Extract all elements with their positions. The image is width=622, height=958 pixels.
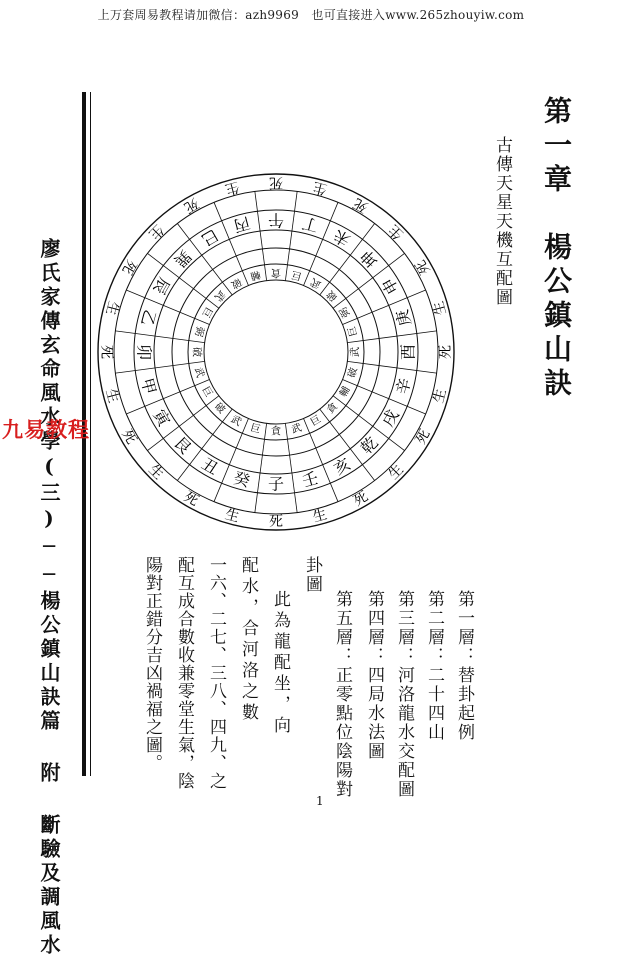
star-label: 貪 [271,426,281,438]
life-death-label: 生 [430,299,450,317]
sector-divider [115,361,204,373]
mountain-label: 申 [378,274,403,298]
sector-divider [347,331,436,343]
life-death-label: 死 [438,345,454,359]
star-label: 巨 [199,304,214,320]
star-label: 武 [228,414,244,429]
mountain-label: 酉 [398,343,418,361]
life-death-label: 死 [350,488,372,510]
star-label: 武 [290,422,303,436]
life-death-label: 生 [102,387,122,405]
star-label: 武 [212,288,227,303]
mountain-label: 壬 [299,468,321,491]
life-death-label: 死 [350,194,372,216]
side-title: 廖氏家傳玄命風水學(三)──楊公鎮山訣篇 附 斷驗及調風水 [37,238,61,958]
life-death-label: 死 [118,256,140,278]
star-label: 巨 [346,325,360,338]
mountain-label: 戌 [378,406,403,430]
mountain-label: 巽 [170,246,196,272]
life-death-label: 死 [412,256,434,278]
mountain-label: 庚 [392,307,415,329]
life-death-label: 死 [180,488,202,510]
layer-1: 第一層：替卦起例 [454,590,474,742]
mountain-label: 午 [267,210,285,230]
layer-4: 第四層：四局水法圖 [364,590,384,761]
star-label: 破 [190,347,202,357]
mountain-label: 寅 [149,406,174,430]
mountain-label: 艮 [170,432,196,458]
star-label: 巨 [308,414,324,429]
layer-5: 第五層：正零點位陰陽對 [332,590,352,799]
star-label: 破 [228,275,244,290]
ring-2 [172,248,380,456]
mountain-label: 丑 [198,454,222,479]
paragraph-line-2: 配水，合河洛之數 [238,556,258,724]
layer-5-continuation: 卦圖 [302,556,322,594]
mountain-label: 甲 [137,375,160,397]
sector-divider [255,423,267,512]
sector-divider [255,191,267,280]
paragraph-line-3: 一六、二七、三八、四九、之 [206,556,226,790]
paragraph-line-4: 配互成合數收兼零堂生氣，陰 [174,556,194,790]
star-label: 弼 [338,304,353,320]
watermark: 九易教程 [2,418,90,442]
star-label: 破 [325,288,340,303]
star-label: 武 [192,366,206,379]
sector-divider [285,423,297,512]
life-death-label: 生 [223,506,241,526]
page-number: 1 [316,794,324,808]
life-death-label: 死 [269,514,283,530]
life-death-label: 生 [385,461,407,483]
paragraph-line-1: 此為龍配坐，向 [270,590,290,737]
mountain-label: 乙 [137,307,160,329]
mountain-label: 乾 [356,432,382,458]
life-death-label: 死 [412,426,434,448]
mountain-label: 辰 [149,274,174,298]
life-death-label: 生 [145,221,167,243]
compass-wheel [96,172,456,532]
life-death-label: 生 [311,178,329,198]
mountain-label: 辛 [392,375,415,397]
star-label: 貪 [325,401,340,416]
mountain-label: 亥 [330,454,354,479]
life-death-label: 生 [385,221,407,243]
life-death-label: 死 [98,345,114,359]
life-death-label: 生 [430,387,450,405]
star-label: 武 [308,275,324,290]
star-label: 弼 [192,325,206,338]
mountain-label: 巳 [198,225,222,250]
star-label: 武 [350,347,362,357]
life-death-label: 死 [269,174,283,190]
mountain-label: 癸 [231,468,253,491]
life-death-label: 生 [102,299,122,317]
life-death-label: 死 [118,426,140,448]
mountain-label: 丁 [299,213,321,236]
life-death-label: 死 [180,194,202,216]
mountain-label: 子 [267,474,285,494]
star-label: 巨 [249,422,262,436]
star-label: 貪 [271,266,281,278]
mountain-label: 未 [330,225,354,250]
sector-divider [285,191,297,280]
star-label: 巨 [290,268,303,282]
figure-caption: 古傳天星天機互配圖 [492,136,512,307]
side-rule-thin [90,92,91,776]
ring-0 [204,280,348,424]
star-label: 輔 [338,384,353,400]
life-death-label: 生 [311,506,329,526]
chapter-title: 第一章 楊公鎮山訣 [540,96,573,402]
ring-1 [188,264,364,440]
mountain-label: 卯 [134,343,154,361]
star-label: 輔 [249,268,262,282]
star-label: 破 [346,366,360,379]
star-label: 巨 [199,384,214,400]
layer-2: 第二層：二十四山 [424,590,444,742]
paragraph-line-5: 陽對正錯分吉凶禍福之圖。 [142,556,162,772]
star-label: 破 [212,401,227,416]
mountain-label: 坤 [356,246,382,272]
mountain-label: 丙 [231,213,253,236]
life-death-label: 生 [145,461,167,483]
sector-divider [115,331,204,343]
sector-divider [347,361,436,373]
life-death-label: 生 [223,178,241,198]
layer-3: 第三層：河洛龍水交配圖 [394,590,414,799]
ring-5 [114,190,438,514]
top-banner: 上万套周易教程请加微信：azh9969 也可直接进入www.265zhouyiw.com [97,8,525,22]
